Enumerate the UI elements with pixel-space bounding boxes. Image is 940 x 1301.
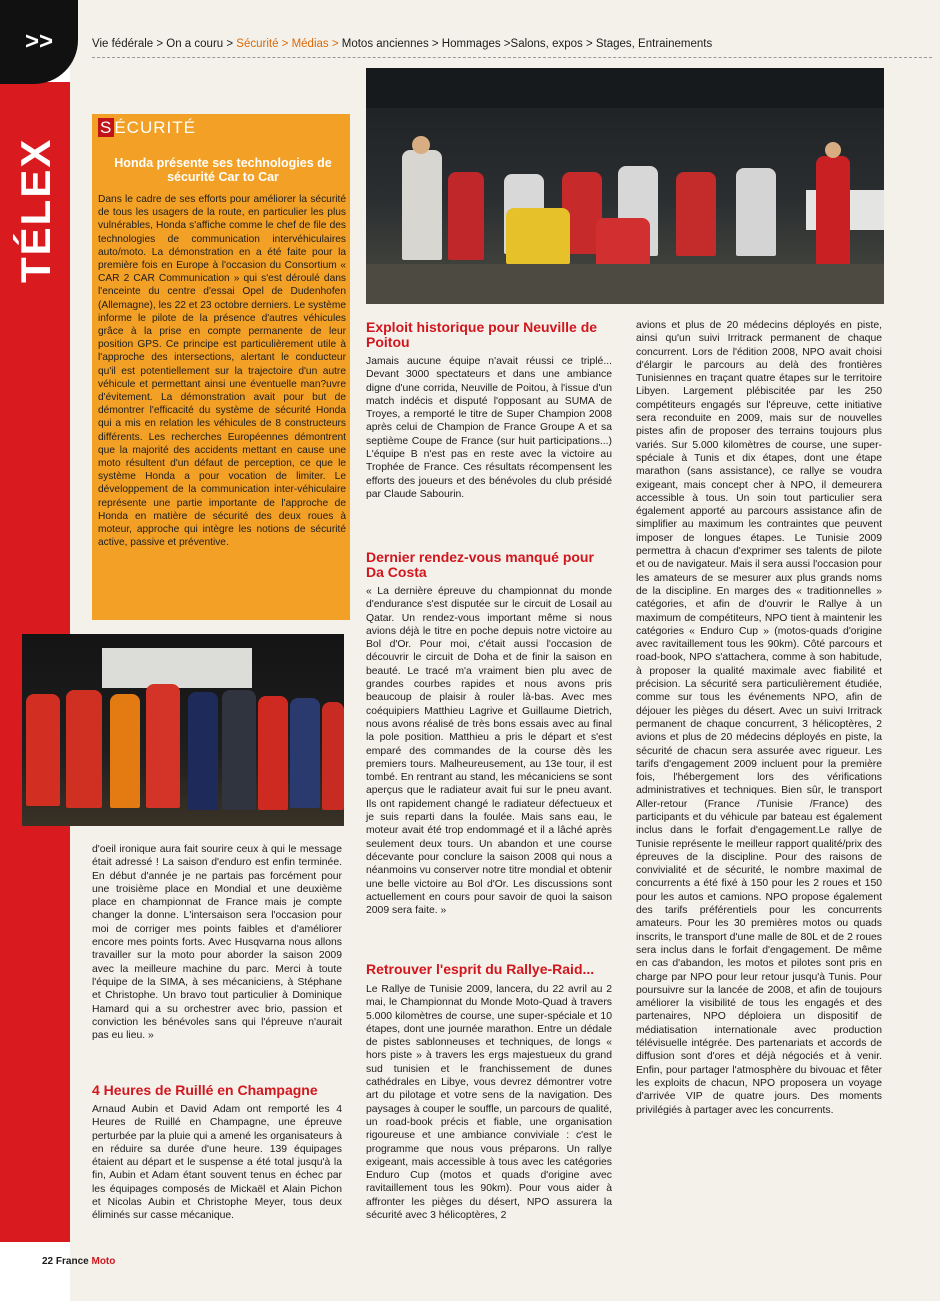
page-footer: [42, 1256, 222, 1270]
nav-crumb-1: Vie fédérale > On a couru >: [92, 38, 237, 50]
brand-a: France: [55, 1256, 92, 1267]
ruille-title: 4 Heures de Ruillé en Champagne: [92, 1082, 318, 1098]
costa-title: Dernier rendez-vous manqué pour Da Costa: [366, 549, 594, 580]
enduro-article-continued: d'oeil ironique aura fait sourire ceux à qui le message était adressé ! La saison d'enduro est enfin terminée. En début d'année je ne partais pas forcément pour une troisième place en Mondial et une deuxième place en championnat de France mais je compte changer la donne. L'intersaison sera l'occasion pour moi de corriger mes points faibles et d'améliorer encore mes points forts. Avec Husqvarna nous allons travailler sur la moto pour aborder la saison 2009 avec la meilleure machine du parc. Merci à toute l'équipe de la SIMA, à ses mécaniciens, à Stéphane et Christophe. Un bravo tout particulier à Dominique Hamard qui a su orchestrer avec brio, passion et conviction les bénévoles sans qui l'épreuve n'aurait pas eu lieu. »: [92, 844, 342, 1042]
costa-body: « La dernière épreuve du championnat du monde d'endurance s'est disputée sur le circuit de Losail au Qatar. Un rendez-vous important même si nous avions déjà le titre en poche depuis notre victoire au Bol d'Or. Pour moi, c'était aussi l'occasion de découvrir le circuit de Doha et de finir la saison en beauté. Le tracé m'a vraiment bien plu avec de grandes courbes rapides et nous avons pris beaucoup de plaisir à rouler là-bas. Avec mes coéquipiers Matthieu Lagrive et Guillaume Dietrich, nous avons réalisé de très bons essais avec au final la pole position. Matthieu a pris le départ et s'est emparé des commandes de la course dès les premiers tours. Malheureusement, au 13e tour, il est tombé. En rentrant au stand, les mécaniciens se sont aperçus que le radiateur avait fui sur le pneu avant. Ils ont rapidement changé le radiateur défectueux et je suis reparti dans la foulée. Mais sans eau, le moteur avait été trop endommagé et il a lâché après seulement deux tours. Un abandon et une course décevante pour conclure la saison 2008 qui nous a néanmoins vu conserver notre titre mondial et obtenir une belle victoire au Bol d'Or. Les discussions sont actuellement en cours pour savoir de quoi la saison 2009 sera faite. »: [366, 586, 612, 917]
nav-crumb-securite: Sécurité >: [236, 38, 292, 50]
page-number: 22: [42, 1256, 54, 1267]
neuville-body: Jamais aucune équipe n'avait réussi ce triplé... Devant 3000 spectateurs et dans une ambiance digne d'une corrida, Neuville de Poitou, à l'issue d'un match indécis et disputé l'opposant au SUMA de Troyes, a remporté le titre de Super Champion 2008 après celui de Champion de France Groupe A et sa septième Coupe de France (sur huit participations...) L'équipe B n'est pas en reste avec la victoire au Trophée de France. Ces résultats récompensent les efforts des joueurs et des bénévoles du club présidé par Claude Sabourin.: [366, 356, 612, 500]
rallye-title: Retrouver l'esprit du Rallye-Raid...: [366, 961, 595, 977]
telex-label: TÉLEX: [12, 137, 59, 283]
team-photo: [366, 68, 884, 304]
nav-divider: [92, 57, 932, 58]
arrows-icon: >>: [24, 28, 54, 55]
rallye-body: Le Rallye de Tunisie 2009, lancera, du 22 avril au 2 mai, le Championnat du Monde Moto-Quad à travers 5.000 kilomètres de course, une super-spéciale et 10 étapes, dont une journée marathon. Entre un dédale de pistes sablonneuses et techniques, de longs « hors piste » à travers les ergs majestueux du grand sud tunisien et le franchissement de dunes cathédrales en Libye, vous devrez démontrer votre art du pilotage et votre sens de la navigation. Des paysages à couper le souffle, un parcours de qualité, un road-book précis et fiable, une organisation rigoureuse et une ambiance conviviale : c'est le programme que nous vous préparons. Un rallye exigeant, mais accessible à tous avec les catégories Enduro Cup (motos et quads d'origine avec ravitaillement tous les 90km). Pour vous aider à affronter les pièges du désert, NPO assurera la sécurité avec 3 hélicoptères, 2: [366, 984, 612, 1222]
neuville-title: Exploit historique pour Neuville de Poitou: [366, 319, 598, 350]
securite-body: Dans le cadre de ses efforts pour améliorer la sécurité de tous les usagers de la route, en particulier les plus vulnérables, Honda s'affiche comme le chef de file des technologies de communication intervéhiculaires auto/moto. La démonstration en a été faite pour la première fois en Europe à l'occasion du Consortium « CAR 2 CAR Communication » qui s'est déroulé dans l'enceinte du centre d'essai Opel de Dudenhofen (Allemagne), les 22 et 23 octobre derniers. Le système informe le pilote de la présence d'autres véhicules grâce à la prise en compte permanente de leur position GPS. Ce principe est particulièrement utile à l'approche des intersections, alertant le conducteur qu'il est potentiellement sur la trajectoire d'un autre véhicule et permettant ainsi une éventuelle man?uvre d'évitement. La démonstration avait pour but de démontrer l'efficacité du système de sécurité Honda qui a mis en relation les véhicules de 8 constructeurs différents. Les recherches Européennes démontrent que la majorité des accidents mettant en cause une moto résultent d'un défaut de perception, ce que le système Honda a pour vocation de limiter. Le développement de la communication inter-véhiculaire représente une partie importante de l'approche de Honda en matière de sécurité des deux roues à moteur, approche qui intègre les notions de sécurité active, passive et préventive.: [98, 194, 346, 549]
enduro-team-photo: [22, 634, 344, 826]
rallye-body-continued: avions et plus de 20 médecins déployés en piste, ainsi qu'un suivi Irritrack permanent de chaque concurrent. Lors de l'édition 2008, NPO avait choisi d'élargir le parcours au delà des frontières Tunisiennes en traçant quatre étapes sur le territoire Libyen. Largement plébiscitée par les 250 compétiteurs engagés sur l'épreuve, cette initiative sera reconduite en 2009, mais sur de nouvelles pistes afin de proposer des terrains toujours plus variés. Sur 5.000 kilomètres de course, une super-spéciale à Tunis et dix étapes, dont une étape marathon (sans assistance), ce rallye se voudra exigeant, mais concept cher à NPO, il demeurera accessible à tous. Un soin tout particulier sera également apporté au parcours assistance afin de simplifier au maximum les contraintes que peuvent imposer de longues étapes. Le Tunisie 2009 permettra à chacun d'exprimer ses talents de pilote et ou de navigateur. Mais il sera aussi l'occasion pour les amateurs de se mesurer aux plus grands noms de la discipline. En marges des « traditionnelles » catégories, et afin de d'ouvrir le Rallye à un maximum de compétiteurs, NPO tient à maintenir les catégories « Enduro Cup » (motos-quads d'origine avec ravitaillement tous les 90km). Côté parcours et road-book, NPO s'attachera, comme à son habitude, à proposer la qualité maximale avec fiabilité et précision. La sécurité sera particulièrement étudiée, comme sur tous les événements NPO, afin de déjouer les pièges du désert. Avec un suivi Irritrack permanent de chaque concurrent, 3 hélicoptères, 2 avions et plus de 20 médecins déployés en piste, la sécurité de chacun sera assurée avec rigueur. Les tarifs d'engagement 2009 incluent pour la première fois, l'hébergement lors des vérifications administratives et techniques. Bien sûr, le transport Aller-retour (France /Tunisie /France) des participants et du véhicule par bateau est également inclus dans le forfait d'engagement.Le rallye de Tunisie représente le meilleur rapport qualité/prix des épreuves de la discipline. Pour des raisons de convivialité et de sécurité, le nombre maximal de concurrents a été fixé à 150 pour les 2 roues et 150 pour les autos et camions. NPO propose également des tarifs préférentiels pour les concurrents amateurs. Pour les 30 premières motos ou quads inscrits, le transport d'une malle de 80L et de 2 roues sera inclus dans le forfait d'engagement. De même en cas d'abandon, les motos et pilotes sont pris en charge par NPO pour leur retour jusqu'à Tunis. Pour poursuivre sur la lancée de 2008, et afin de toujours améliorer la visibilité de tous les engagés et des partenaires, NPO déploiera un dispositif de médiatisation internationale avec production télévisuelle intégrée. Des partenariats et accords de diffusion sont d'ores et déjà négociés et à venir. Enfin, pour partager l'atmosphère du bivouac et fêter les exploits de chacun, NPO proposera un voyage d'arrivée VIP de quatre jours. Des moments privilégiés à partager avec les concurrents.: [636, 320, 882, 1116]
nav-crumb-medias: Médias >: [291, 38, 342, 50]
securite-title: Honda présente ses technologies de sécurité Car to Car: [114, 156, 332, 184]
securite-label: S ÉCURITÉ: [100, 118, 196, 137]
ruille-body: Arnaud Aubin et David Adam ont remporté les 4 Heures de Ruillé en Champagne, une épreuve perturbée par la pluie qui a amené les organisateurs à en réduire sa durée d'une heure. 139 équipages étaient au départ et le suspense a été total jusqu'à la fin, Aubin et Adam étant souvent tenus en échec par les équipages composés de Mickaël et Alain Pichon et Nicolas Aubin et Christophe Meyer, tous deux éliminés sur casse mécanique.: [92, 1104, 342, 1222]
nav-crumb-rest: Motos anciennes > Hommages >Salons, expos > Stages, Entrainements: [341, 38, 713, 50]
brand-b: Moto: [91, 1256, 116, 1267]
breadcrumb: [92, 38, 932, 56]
